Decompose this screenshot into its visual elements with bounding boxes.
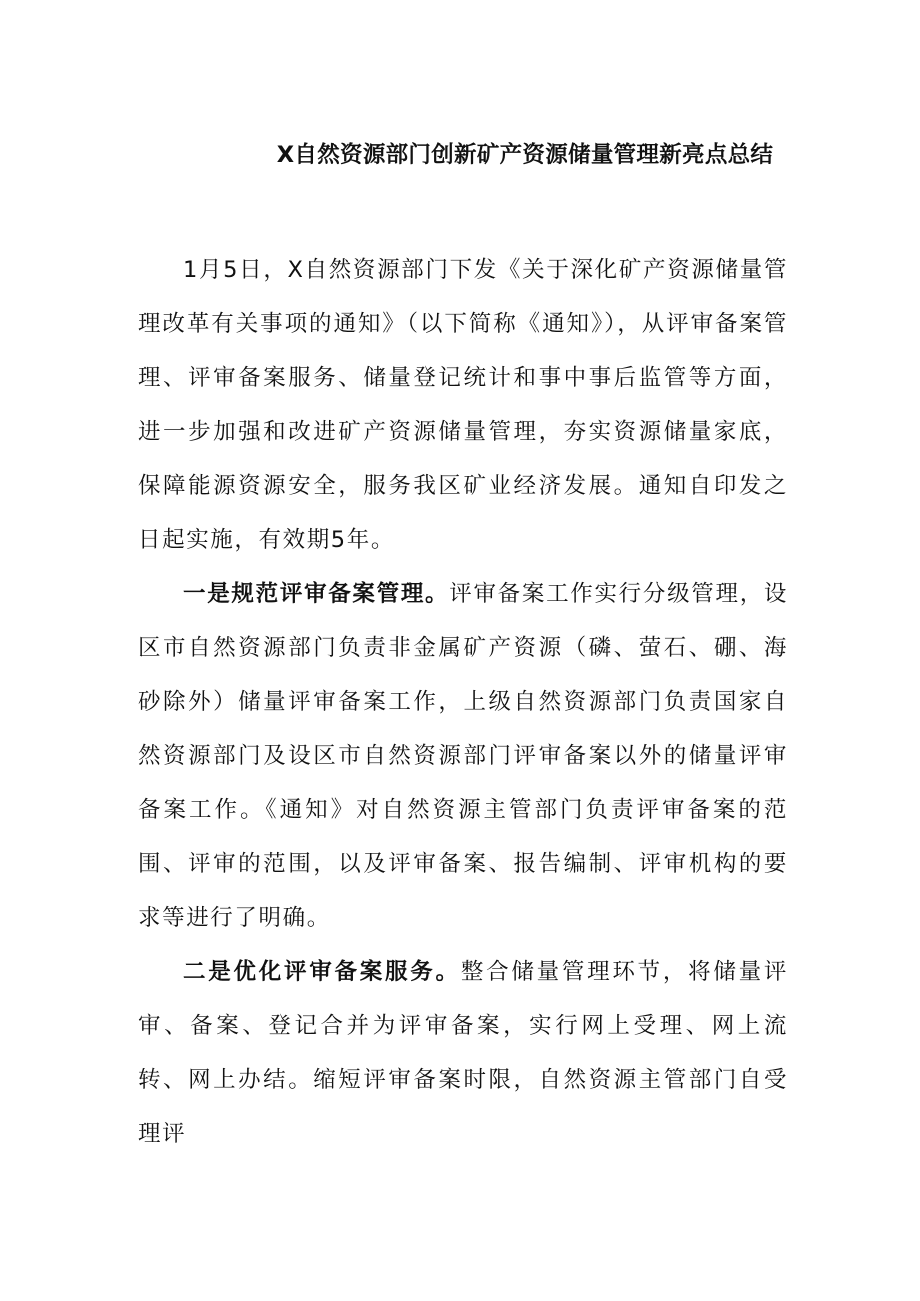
- document-body: [138, 243, 788, 1161]
- paragraph-text: 评审备案工作实行分级管理，设区市自然资源部门负责非金属矿产资源（磷、萤石、硼、海砂除外）储量评审备案工作，上级自然资源部门负责国家自然资源部门及设区市自然资源部门评审备案以外的储量评审备案工作。《通知》对自然资源主管部门负责评审备案的范围、评审的范围，以及评审备案、报告编制、评审机构的要求等进行了明确。: [138, 581, 788, 931]
- paragraph-lead: 二是优化评审备案服务。: [183, 959, 461, 985]
- paragraph-point-2: [138, 945, 788, 1161]
- document-title: X自然资源部门创新矿产资源储量管理新亮点总结: [276, 142, 774, 168]
- paragraph-point-1: [138, 567, 788, 945]
- paragraph-intro: [138, 243, 788, 567]
- paragraph-text: 1月5日，X自然资源部门下发《关于深化矿产资源储量管理改革有关事项的通知》（以下简称《通知》），从评审备案管理、评审备案服务、储量登记统计和事中事后监管等方面，进一步加强和改进矿产资源储量管理，夯实资源储量家底，保障能源资源安全，服务我区矿业经济发展。通知自印发之日起实施，有效期5年。: [138, 257, 788, 553]
- paragraph-lead: 一是规范评审备案管理。: [183, 581, 450, 607]
- paragraph-text: 整合储量管理环节，将储量评审、备案、登记合并为评审备案，实行网上受理、网上流转、网上办结。缩短评审备案时限，自然资源主管部门自受理评: [138, 959, 788, 1147]
